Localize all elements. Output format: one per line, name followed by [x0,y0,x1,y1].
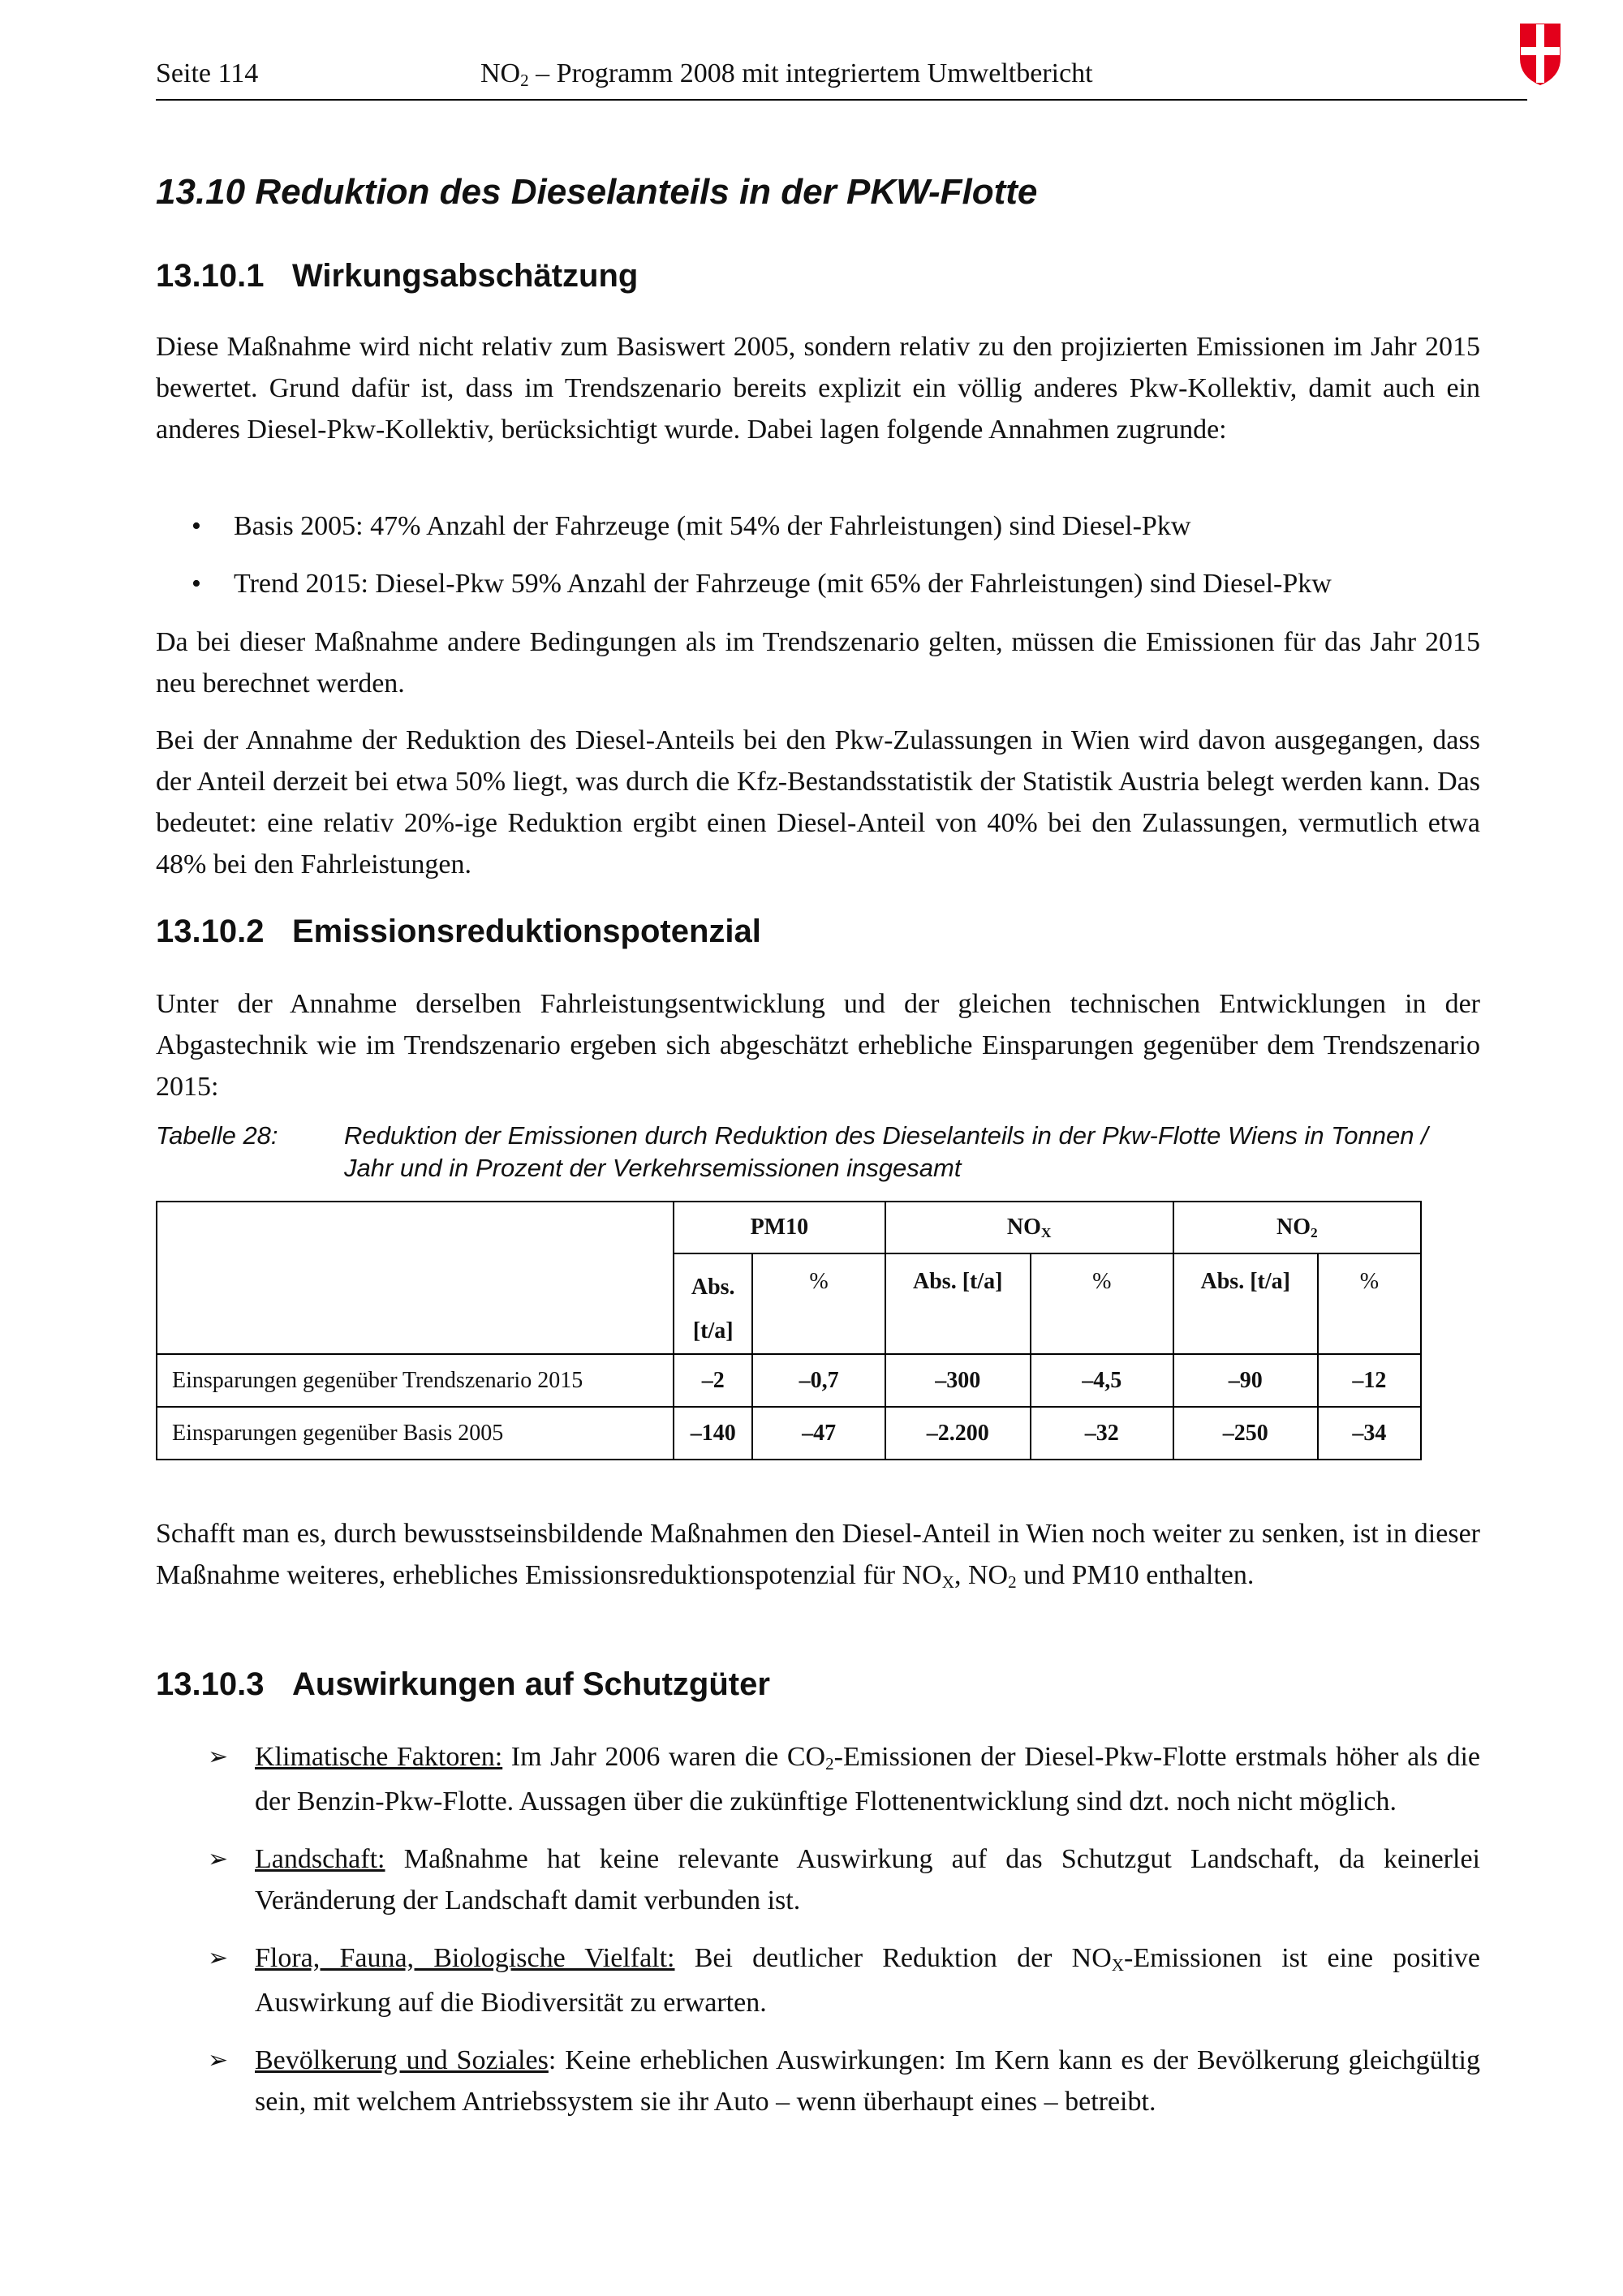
assumption-list [156,505,1527,604]
table-cell: –250 [1173,1407,1318,1460]
list-item: • Trend 2015: Diesel-Pkw 59% Anzahl der Fahrzeuge (mit 65% der Fahrleistungen) sind Diesel-Pkw [156,563,1527,604]
list-item: ➢ Klimatische Faktoren: Im Jahr 2006 waren die CO2-Emissionen der Diesel-Pkw-Flotte erstmals höher als die der Benzin-Pkw-Flotte. Aussagen über die zukünftige Flottenentwicklung sind dzt. noch nicht möglich. [156,1736,1480,1822]
table-cell: –90 [1173,1354,1318,1407]
impacts-list [156,1736,1480,2139]
arrow-bullet-icon: ➢ [208,1944,229,1972]
subsection-heading-2: 13.10.2 Emissionsreduktionspotenzial [156,914,761,949]
page-header [156,58,1527,101]
table-caption-text: Reduktion der Emissionen durch Reduktion des Dieselanteils in der Pkw-Flotte Wiens in Tonnen / Jahr und in Prozent der Verkehrsemissionen insgesamt [344,1121,1428,1182]
arrow-bullet-icon: ➢ [208,1743,229,1771]
subheader-pm10-abs: Abs. [t/a] [674,1253,753,1354]
list-item: ➢ Landschaft: Maßnahme hat keine relevante Auswirkung auf das Schutzgut Landschaft, da keinerlei Veränderung der Landschaft damit verbunden ist. [156,1838,1480,1921]
table-cell: –4,5 [1031,1354,1173,1407]
page-number: Seite 114 [156,58,259,88]
arrow-bullet-icon: ➢ [208,2046,229,2075]
table-cell: –34 [1318,1407,1421,1460]
table-header-row [157,1202,1421,1253]
list-item: ➢ Bevölkerung und Soziales: Keine erheblichen Auswirkungen: Im Kern kann es der Bevölkerung gleichgültig sein, mit welchem Antriebssystem sie ihr Auto – wenn überhaupt eines – betreibt. [156,2040,1480,2122]
vienna-crest-logo [1519,23,1561,86]
header-pm10: PM10 [674,1202,885,1253]
table-cell: –2 [674,1354,753,1407]
paragraph: Da bei dieser Maßnahme andere Bedingungen als im Trendszenario gelten, müssen die Emissionen für das Jahr 2015 neu berechnet werden. [156,627,1480,699]
subheader-nox-abs: Abs. [t/a] [885,1253,1031,1354]
subsection-heading-3: 13.10.3 Auswirkungen auf Schutzgüter [156,1666,770,1702]
bullet-icon: • [192,511,201,541]
bullet-icon: • [192,569,201,599]
emissions-table [156,1201,1422,1460]
subsection-heading-1: 13.10.1 Wirkungsabschätzung [156,258,639,294]
subheader-pm10-pct: % [752,1253,885,1354]
table-label: Tabelle 28: [156,1121,278,1150]
paragraph: Schafft man es, durch bewusstseinsbildende Maßnahmen den Diesel-Anteil in Wien noch weiter zu senken, ist in dieser Maßnahme weiteres, erhebliches Emissionsreduktionspotenzial für NOX, NO2 und PM10 enthalten. [156,1519,1480,1593]
table-row [157,1354,1421,1407]
subheader-nox-pct: % [1031,1253,1173,1354]
header-no2: NO2 [1173,1202,1421,1253]
table-cell: –47 [752,1407,885,1460]
paragraph: Diese Maßnahme wird nicht relativ zum Basiswert 2005, sondern relativ zu den projizierten Emissionen im Jahr 2015 bewertet. Grund dafür ist, dass im Trendszenario bereits explizit ein völlig anderes Pkw-Kollektiv, damit auch ein anderes Diesel-Pkw-Kollektiv, berücksichtigt wurde. Dabei lagen folgende Annahmen zugrunde: [156,332,1480,445]
table-corner-cell [157,1202,674,1354]
paragraph: Bei der Annahme der Reduktion des Diesel-Anteils bei den Pkw-Zulassungen in Wien wird davon ausgegangen, dass der Anteil derzeit bei etwa 50% liegt, was durch die Kfz-Bestandsstatistik der Statistik Austria belegt werden kann. Das bedeutet: eine relativ 20%-ige Reduktion ergibt einen Diesel-Anteil von 40% bei den Zulassungen, vermutlich etwa 48% bei den Fahrleistungen. [156,725,1480,879]
row-label: Einsparungen gegenüber Trendszenario 2015 [157,1354,674,1407]
document-title: NO2 – Programm 2008 mit integriertem Umweltbericht [480,58,1093,91]
paragraph: Unter der Annahme derselben Fahrleistungsentwicklung und der gleichen technischen Entwicklungen in der Abgastechnik wie im Trendszenario ergeben sich abgeschätzt erhebliche Einsparungen gegenüber dem Trendszenario 2015: [156,989,1480,1102]
row-label: Einsparungen gegenüber Basis 2005 [157,1407,674,1460]
arrow-bullet-icon: ➢ [208,1845,229,1873]
table-cell: –300 [885,1354,1031,1407]
table-cell: –12 [1318,1354,1421,1407]
document-page [156,0,1527,2296]
subheader-no2-abs: Abs. [t/a] [1173,1253,1318,1354]
table-cell: –140 [674,1407,753,1460]
header-nox: NOX [885,1202,1173,1253]
list-item: • Basis 2005: 47% Anzahl der Fahrzeuge (mit 54% der Fahrleistungen) sind Diesel-Pkw [156,505,1527,547]
table-row [157,1407,1421,1460]
table-cell: –2.200 [885,1407,1031,1460]
list-item: ➢ Flora, Fauna, Biologische Vielfalt: Bei deutlicher Reduktion der NOX-Emissionen ist eine positive Auswirkung auf die Biodiversität zu erwarten. [156,1937,1480,2023]
table-cell: –0,7 [752,1354,885,1407]
section-title: 13.10 Reduktion des Dieselanteils in der PKW-Flotte [156,172,1038,212]
table-cell: –32 [1031,1407,1173,1460]
subheader-no2-pct: % [1318,1253,1421,1354]
